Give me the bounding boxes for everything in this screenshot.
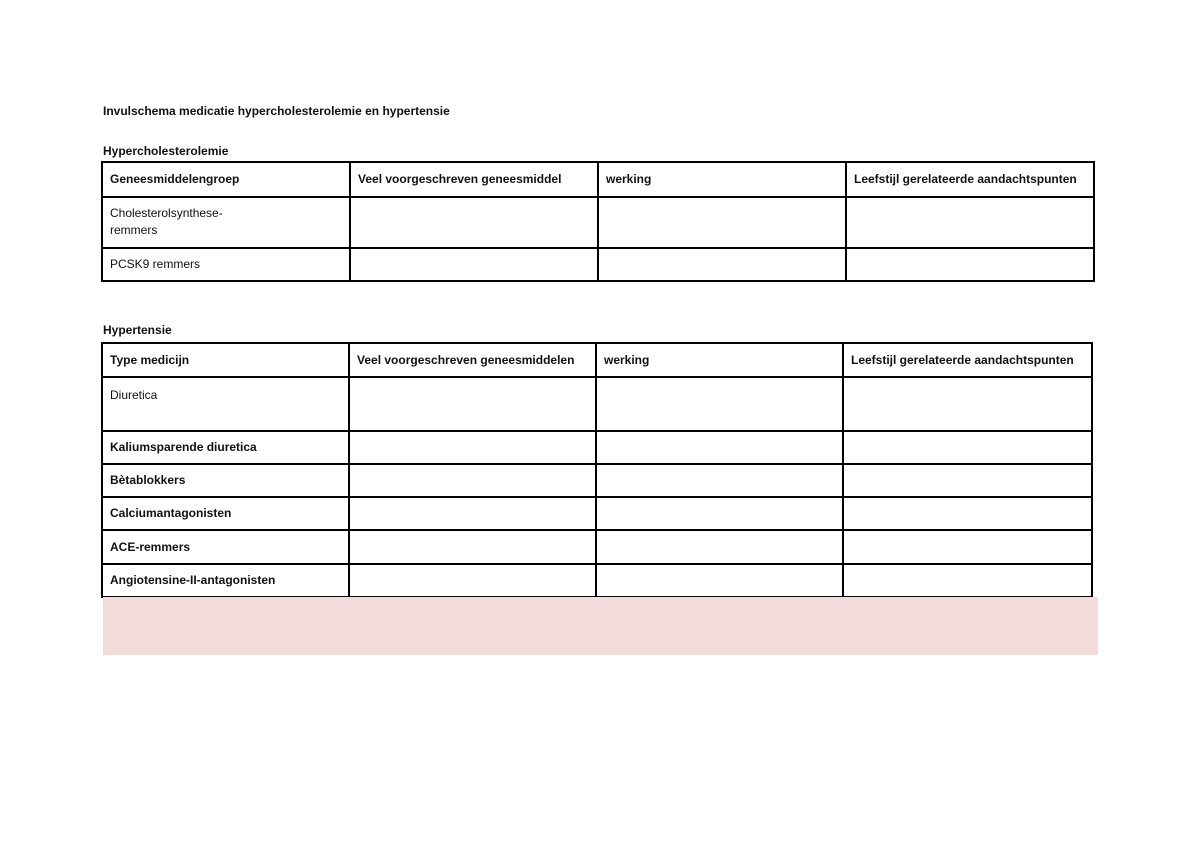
input-cell[interactable] [596, 377, 843, 431]
column-header-geneesmiddelengroep: Geneesmiddelengroep [102, 162, 350, 197]
column-header-leefstijl: Leefstijl gerelateerde aandachtspunten [843, 343, 1092, 377]
document-title: Invulschema medicatie hypercholesterolemie en hypertensie [103, 104, 450, 118]
table-row [102, 197, 1094, 248]
column-header-leefstijl: Leefstijl gerelateerde aandachtspunten [846, 162, 1094, 197]
table-hypercholesterolemie [101, 161, 1095, 282]
table-hypertensie [101, 342, 1093, 598]
input-cell[interactable] [598, 248, 846, 281]
row-label-ace-remmers: ACE-remmers [102, 530, 349, 564]
table-row [102, 431, 1092, 464]
table-row [102, 377, 1092, 431]
input-cell[interactable] [596, 497, 843, 530]
column-header-werking: werking [598, 162, 846, 197]
input-cell[interactable] [598, 197, 846, 248]
column-header-geneesmiddel: Veel voorgeschreven geneesmiddel [350, 162, 598, 197]
row-label-calciumantagonisten: Calciumantagonisten [102, 497, 349, 530]
input-cell[interactable] [349, 564, 596, 597]
column-header-type-medicijn: Type medicijn [102, 343, 349, 377]
table-row [102, 464, 1092, 497]
input-cell[interactable] [350, 197, 598, 248]
input-cell[interactable] [843, 377, 1092, 431]
input-cell[interactable] [846, 197, 1094, 248]
input-cell[interactable] [349, 464, 596, 497]
row-label-angiotensine-ii-antagonisten: Angiotensine-II-antagonisten [102, 564, 349, 597]
row-label-pcsk9-remmers: PCSK9 remmers [102, 248, 350, 281]
table-row [102, 530, 1092, 564]
input-cell[interactable] [349, 377, 596, 431]
section-title-hypercholesterolemie: Hypercholesterolemie [103, 144, 229, 158]
column-header-geneesmiddelen: Veel voorgeschreven geneesmiddelen [349, 343, 596, 377]
highlight-band [103, 597, 1098, 655]
input-cell[interactable] [349, 431, 596, 464]
input-cell[interactable] [596, 464, 843, 497]
table-row [102, 497, 1092, 530]
input-cell[interactable] [843, 564, 1092, 597]
input-cell[interactable] [846, 248, 1094, 281]
section-title-hypertensie: Hypertensie [103, 323, 172, 337]
row-label-betablokkers: Bètablokkers [102, 464, 349, 497]
input-cell[interactable] [596, 564, 843, 597]
table-row [102, 564, 1092, 597]
input-cell[interactable] [596, 530, 843, 564]
row-label-diuretica: Diuretica [102, 377, 349, 431]
input-cell[interactable] [349, 497, 596, 530]
input-cell[interactable] [350, 248, 598, 281]
table-row [102, 248, 1094, 281]
input-cell[interactable] [843, 431, 1092, 464]
input-cell[interactable] [349, 530, 596, 564]
row-label-kaliumsparende-diuretica: Kaliumsparende diuretica [102, 431, 349, 464]
input-cell[interactable] [843, 497, 1092, 530]
table-header-row [102, 343, 1092, 377]
input-cell[interactable] [596, 431, 843, 464]
column-header-werking: werking [596, 343, 843, 377]
row-label-cholesterolsyntheseremmers: Cholesterolsynthese- remmers [102, 197, 350, 248]
input-cell[interactable] [843, 464, 1092, 497]
table-header-row [102, 162, 1094, 197]
input-cell[interactable] [843, 530, 1092, 564]
